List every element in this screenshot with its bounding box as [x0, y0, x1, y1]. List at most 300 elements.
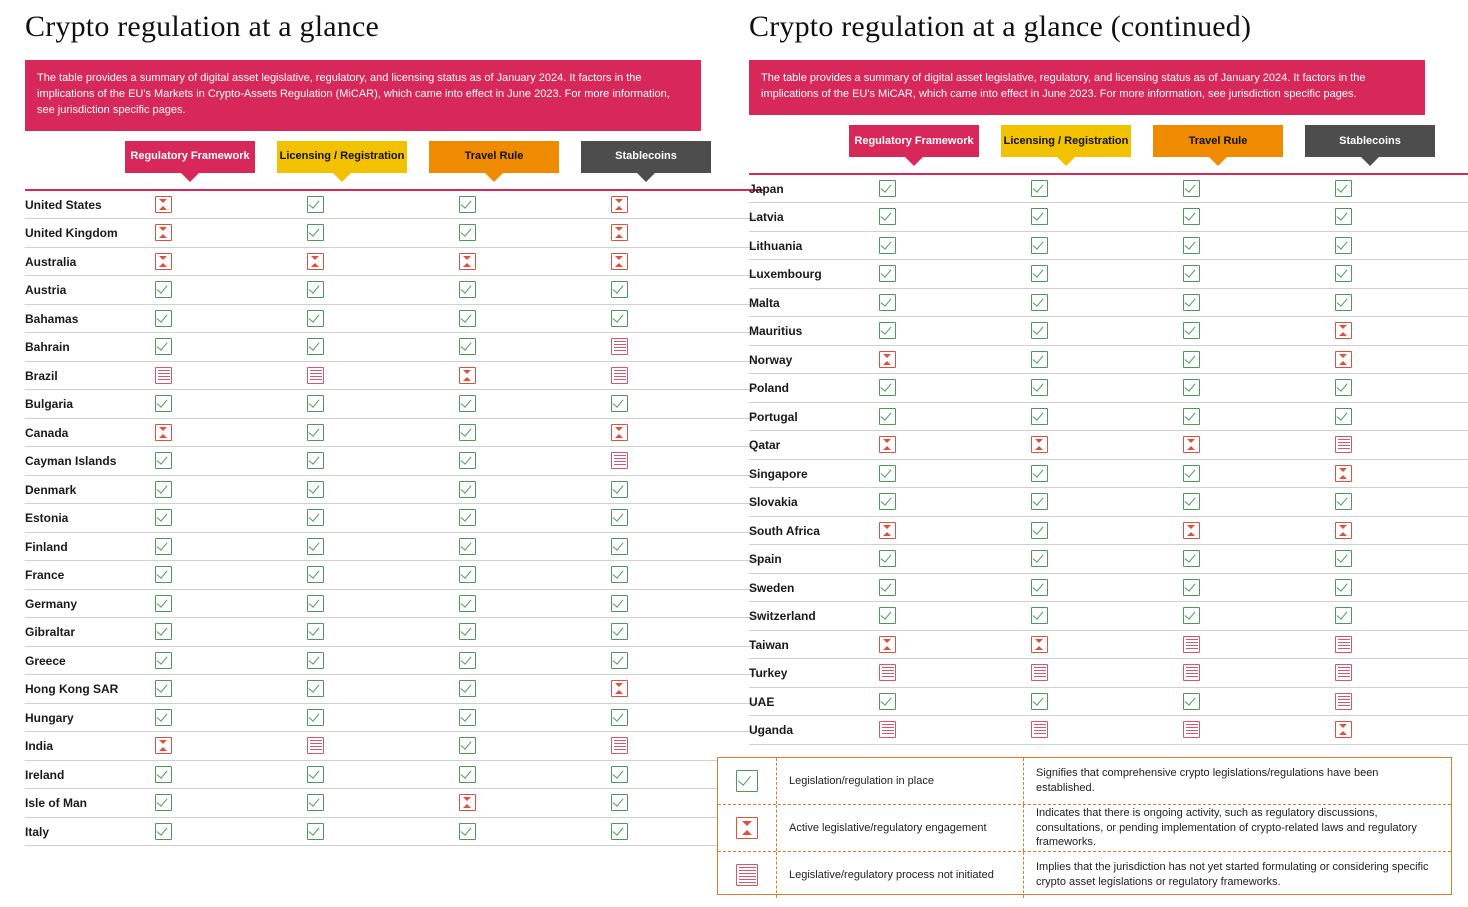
check-in-box-icon [611, 538, 628, 555]
table-row [749, 260, 1468, 289]
check-in-box-icon [1335, 208, 1352, 225]
check-in-box-icon [307, 452, 324, 469]
jurisdiction-name: Luxembourg [749, 267, 822, 282]
table-row [749, 374, 1468, 403]
jurisdiction-name: Austria [25, 283, 67, 298]
status-cell [1335, 602, 1468, 631]
status-cell [1183, 602, 1335, 631]
status-cell [1183, 174, 1335, 203]
status-cell [1183, 288, 1335, 317]
check-in-box-icon [307, 709, 324, 726]
jurisdiction-name: South Africa [749, 523, 820, 538]
status-cell [155, 675, 307, 704]
check-in-box-icon [1031, 351, 1048, 368]
jurisdiction-name: Mauritius [749, 324, 803, 339]
status-cell [459, 247, 611, 276]
legend-icon-cell [718, 805, 777, 851]
document-lines-icon [879, 721, 896, 738]
status-cell [1031, 659, 1183, 688]
check-in-box-icon [1183, 237, 1200, 254]
check-in-box-icon [459, 196, 476, 213]
check-in-box-icon [1031, 180, 1048, 197]
status-cell [1335, 659, 1468, 688]
status-cell [1031, 573, 1183, 602]
table-row [749, 317, 1468, 346]
jurisdiction-name: Qatar [749, 438, 781, 453]
table-row [25, 646, 763, 675]
table-row [25, 361, 763, 390]
check-in-box-icon [1031, 208, 1048, 225]
jurisdiction-name: Sweden [749, 580, 795, 595]
status-cell [459, 219, 611, 248]
status-cell [611, 561, 763, 590]
jurisdiction-name: Cayman Islands [25, 454, 117, 469]
check-in-box-icon [1031, 522, 1048, 539]
status-cell [1031, 374, 1183, 403]
table-row [25, 732, 763, 761]
column-header-regulatory-framework [125, 141, 255, 173]
check-in-box-icon [155, 566, 172, 583]
column-headers-left [25, 141, 725, 187]
legend-label: Legislation/regulation in place [777, 758, 1024, 804]
check-in-box-icon [611, 623, 628, 640]
document-lines-icon [736, 864, 758, 886]
jurisdiction-name: Hungary [25, 710, 74, 725]
status-cell [459, 561, 611, 590]
check-in-box-icon [879, 237, 896, 254]
status-cell [307, 304, 459, 333]
check-in-box-icon [611, 566, 628, 583]
document-lines-icon [879, 664, 896, 681]
check-in-box-icon [307, 281, 324, 298]
status-cell [879, 260, 1031, 289]
status-cell [1335, 374, 1468, 403]
legend-label: Legislative/regulatory process not initiated [777, 852, 1024, 898]
jurisdiction-name: Spain [749, 552, 782, 567]
status-cell [459, 333, 611, 362]
document-lines-icon [1335, 693, 1352, 710]
check-in-box-icon [1031, 607, 1048, 624]
hourglass-icon [1335, 522, 1352, 539]
legend-row [718, 758, 1451, 804]
status-cell [155, 190, 307, 219]
jurisdiction-name: Denmark [25, 482, 77, 497]
status-cell [307, 532, 459, 561]
table-row [25, 789, 763, 818]
status-cell [611, 190, 763, 219]
check-in-box-icon [879, 465, 896, 482]
status-cell [1031, 317, 1183, 346]
document-lines-icon [1031, 664, 1048, 681]
status-cell [611, 418, 763, 447]
check-in-box-icon [1335, 180, 1352, 197]
status-cell [1183, 716, 1335, 745]
check-in-box-icon [1031, 408, 1048, 425]
status-cell [879, 345, 1031, 374]
check-in-box-icon [155, 538, 172, 555]
check-in-box-icon [307, 224, 324, 241]
status-cell [155, 219, 307, 248]
status-cell [879, 431, 1031, 460]
table-row [25, 304, 763, 333]
check-in-box-icon [459, 338, 476, 355]
check-in-box-icon [155, 338, 172, 355]
jurisdiction-name: Australia [25, 254, 77, 269]
jurisdiction-name: Estonia [25, 511, 69, 526]
check-in-box-icon [611, 281, 628, 298]
hourglass-icon [155, 224, 172, 241]
check-in-box-icon [1183, 693, 1200, 710]
status-cell [155, 333, 307, 362]
legend-row [718, 851, 1451, 898]
status-cell [1335, 630, 1468, 659]
status-cell [155, 589, 307, 618]
legend-description: Implies that the jurisdiction has not yet started formulating or considering specific crypto asset legislations or regulatory frameworks. [1036, 861, 1429, 888]
document-lines-icon [1335, 636, 1352, 653]
status-cell [307, 475, 459, 504]
table-row [749, 431, 1468, 460]
document-lines-icon [155, 367, 172, 384]
table-row [749, 716, 1468, 745]
table-row [749, 630, 1468, 659]
status-cell [459, 646, 611, 675]
hourglass-icon [459, 794, 476, 811]
check-in-box-icon [459, 652, 476, 669]
check-in-box-icon [879, 579, 896, 596]
status-cell [1183, 516, 1335, 545]
jurisdiction-name: Finland [25, 539, 68, 554]
status-cell [879, 573, 1031, 602]
table-row [749, 231, 1468, 260]
document-lines-icon [611, 737, 628, 754]
check-in-box-icon [1335, 265, 1352, 282]
check-in-box-icon [155, 766, 172, 783]
status-cell [1183, 488, 1335, 517]
status-cell [307, 418, 459, 447]
check-in-box-icon [736, 770, 758, 792]
check-in-box-icon [307, 652, 324, 669]
check-in-box-icon [155, 281, 172, 298]
status-cell [307, 817, 459, 846]
status-cell [459, 504, 611, 533]
status-cell [155, 618, 307, 647]
table-row [749, 573, 1468, 602]
check-in-box-icon [879, 294, 896, 311]
column-header-label: Travel Rule [1188, 134, 1248, 147]
table-row [25, 333, 763, 362]
check-in-box-icon [879, 180, 896, 197]
jurisdiction-name: Japan [749, 181, 784, 196]
status-cell [459, 675, 611, 704]
document-lines-icon [611, 338, 628, 355]
status-cell [155, 390, 307, 419]
status-cell [155, 561, 307, 590]
hourglass-icon [155, 424, 172, 441]
jurisdiction-name: Taiwan [749, 637, 789, 652]
check-in-box-icon [1183, 351, 1200, 368]
status-cell [459, 618, 611, 647]
status-cell [307, 447, 459, 476]
jurisdiction-name: United Kingdom [25, 226, 118, 241]
check-in-box-icon [879, 408, 896, 425]
table-row [749, 288, 1468, 317]
table-row [25, 760, 763, 789]
check-in-box-icon [307, 424, 324, 441]
check-in-box-icon [1183, 493, 1200, 510]
legend-description: Indicates that there is ongoing activity, such as regulatory discussions, consultations, or pending implementation of crypto-related laws and regulatory frameworks. [1036, 806, 1417, 849]
check-in-box-icon [1335, 408, 1352, 425]
status-cell [879, 288, 1031, 317]
check-in-box-icon [155, 395, 172, 412]
status-cell [611, 646, 763, 675]
check-in-box-icon [155, 794, 172, 811]
check-in-box-icon [459, 509, 476, 526]
status-cell [611, 390, 763, 419]
hourglass-icon [1031, 636, 1048, 653]
column-header-label: Stablecoins [615, 150, 677, 163]
status-cell [879, 402, 1031, 431]
check-in-box-icon [307, 566, 324, 583]
check-in-box-icon [611, 794, 628, 811]
check-in-box-icon [1031, 579, 1048, 596]
column-headers-right [749, 125, 1449, 171]
status-cell [879, 459, 1031, 488]
status-cell [1335, 573, 1468, 602]
column-header-travel-rule [1153, 125, 1283, 157]
table-row [25, 390, 763, 419]
status-cell [1183, 459, 1335, 488]
status-cell [155, 447, 307, 476]
status-cell [879, 687, 1031, 716]
hourglass-icon [155, 737, 172, 754]
check-in-box-icon [459, 566, 476, 583]
jurisdiction-name: Bahrain [25, 340, 70, 355]
check-in-box-icon [1335, 607, 1352, 624]
check-in-box-icon [611, 509, 628, 526]
status-cell [879, 231, 1031, 260]
status-cell [611, 475, 763, 504]
hourglass-icon [1183, 522, 1200, 539]
check-in-box-icon [307, 823, 324, 840]
jurisdiction-name: Uganda [749, 723, 794, 738]
status-cell [459, 789, 611, 818]
jurisdiction-name: Canada [25, 425, 69, 440]
status-cell [307, 247, 459, 276]
status-cell [879, 659, 1031, 688]
check-in-box-icon [1335, 237, 1352, 254]
table-row [749, 687, 1468, 716]
table-row [749, 545, 1468, 574]
status-cell [1183, 231, 1335, 260]
jurisdiction-name: Hong Kong SAR [25, 682, 119, 697]
check-in-box-icon [1031, 294, 1048, 311]
status-cell [1183, 630, 1335, 659]
status-cell [307, 646, 459, 675]
check-in-box-icon [307, 481, 324, 498]
column-header-licensing-registration [277, 141, 407, 173]
status-cell [879, 203, 1031, 232]
check-in-box-icon [459, 737, 476, 754]
check-in-box-icon [155, 595, 172, 612]
column-header-label: Licensing / Registration [279, 150, 405, 163]
hourglass-icon [1031, 436, 1048, 453]
hourglass-icon [611, 680, 628, 697]
check-in-box-icon [1031, 379, 1048, 396]
status-cell [879, 716, 1031, 745]
status-cell [1335, 317, 1468, 346]
table-row [25, 219, 763, 248]
table-row [25, 589, 763, 618]
jurisdiction-name: Singapore [749, 466, 808, 481]
status-cell [1031, 174, 1183, 203]
status-cell [459, 418, 611, 447]
status-cell [611, 247, 763, 276]
status-cell [307, 219, 459, 248]
status-cell [307, 333, 459, 362]
check-in-box-icon [459, 680, 476, 697]
document-lines-icon [1335, 664, 1352, 681]
hourglass-icon [611, 253, 628, 270]
hourglass-icon [611, 224, 628, 241]
table-row [25, 561, 763, 590]
status-cell [307, 675, 459, 704]
table-body-left [25, 190, 763, 846]
status-cell [1031, 716, 1183, 745]
check-in-box-icon [1335, 379, 1352, 396]
check-in-box-icon [155, 709, 172, 726]
jurisdiction-name: United States [25, 197, 102, 212]
status-cell [307, 361, 459, 390]
check-in-box-icon [459, 310, 476, 327]
status-cell [307, 504, 459, 533]
left-panel [25, 0, 725, 846]
column-header-stablecoins [581, 141, 711, 173]
check-in-box-icon [459, 281, 476, 298]
check-in-box-icon [459, 481, 476, 498]
hourglass-icon [879, 522, 896, 539]
check-in-box-icon [1183, 550, 1200, 567]
hourglass-icon [1335, 322, 1352, 339]
check-in-box-icon [1183, 294, 1200, 311]
status-cell [1335, 716, 1468, 745]
status-cell [307, 190, 459, 219]
check-in-box-icon [307, 766, 324, 783]
document-lines-icon [307, 737, 324, 754]
check-in-box-icon [1335, 550, 1352, 567]
status-cell [307, 276, 459, 305]
check-in-box-icon [879, 607, 896, 624]
table-row [749, 602, 1468, 631]
jurisdiction-name: Bulgaria [25, 397, 74, 412]
status-cell [1183, 260, 1335, 289]
status-cell [1183, 374, 1335, 403]
check-in-box-icon [611, 823, 628, 840]
status-cell [879, 374, 1031, 403]
jurisdiction-name: Bahamas [25, 311, 79, 326]
check-in-box-icon [1183, 607, 1200, 624]
status-cell [155, 760, 307, 789]
status-cell [155, 304, 307, 333]
status-cell [155, 789, 307, 818]
status-cell [1335, 687, 1468, 716]
status-cell [1183, 659, 1335, 688]
status-cell [155, 276, 307, 305]
jurisdiction-name: Lithuania [749, 238, 803, 253]
check-in-box-icon [307, 595, 324, 612]
status-cell [879, 516, 1031, 545]
hourglass-icon [155, 253, 172, 270]
hourglass-icon [1183, 436, 1200, 453]
status-cell [879, 545, 1031, 574]
table-row [25, 618, 763, 647]
check-in-box-icon [307, 680, 324, 697]
status-cell [155, 817, 307, 846]
hourglass-icon [459, 367, 476, 384]
status-cell [155, 418, 307, 447]
status-cell [459, 475, 611, 504]
status-cell [1335, 459, 1468, 488]
check-in-box-icon [879, 208, 896, 225]
status-cell [1335, 545, 1468, 574]
legend-row [718, 804, 1451, 851]
hourglass-icon [879, 436, 896, 453]
table-row [25, 675, 763, 704]
table-row [749, 659, 1468, 688]
status-cell [307, 732, 459, 761]
legend-rows [718, 758, 1451, 898]
legend-icon-cell [718, 758, 777, 804]
jurisdiction-name: Latvia [749, 210, 784, 225]
check-in-box-icon [155, 452, 172, 469]
status-cell [1335, 516, 1468, 545]
status-cell [879, 174, 1031, 203]
status-cell [1183, 431, 1335, 460]
status-cell [1335, 402, 1468, 431]
table-row [25, 532, 763, 561]
check-in-box-icon [1335, 294, 1352, 311]
status-cell [1183, 545, 1335, 574]
table-row [749, 402, 1468, 431]
check-in-box-icon [1183, 322, 1200, 339]
column-header-stablecoins [1305, 125, 1435, 157]
table-row [25, 190, 763, 219]
status-cell [1183, 573, 1335, 602]
status-cell [1031, 231, 1183, 260]
document-lines-icon [1183, 664, 1200, 681]
check-in-box-icon [611, 709, 628, 726]
check-in-box-icon [307, 794, 324, 811]
table-row [25, 276, 763, 305]
document-lines-icon [307, 367, 324, 384]
column-header-regulatory-framework [849, 125, 979, 157]
jurisdiction-name: Poland [749, 381, 790, 396]
status-cell [611, 618, 763, 647]
jurisdiction-name: India [25, 739, 54, 754]
status-cell [155, 732, 307, 761]
right-panel [749, 0, 1449, 745]
check-in-box-icon [459, 766, 476, 783]
column-header-label: Regulatory Framework [130, 150, 250, 163]
status-cell [879, 602, 1031, 631]
status-cell [1335, 431, 1468, 460]
check-in-box-icon [459, 709, 476, 726]
hourglass-icon [736, 817, 758, 839]
document-lines-icon [611, 367, 628, 384]
table-row [749, 516, 1468, 545]
status-cell [879, 630, 1031, 659]
jurisdiction-name: Ireland [25, 767, 65, 782]
document-lines-icon [1183, 636, 1200, 653]
